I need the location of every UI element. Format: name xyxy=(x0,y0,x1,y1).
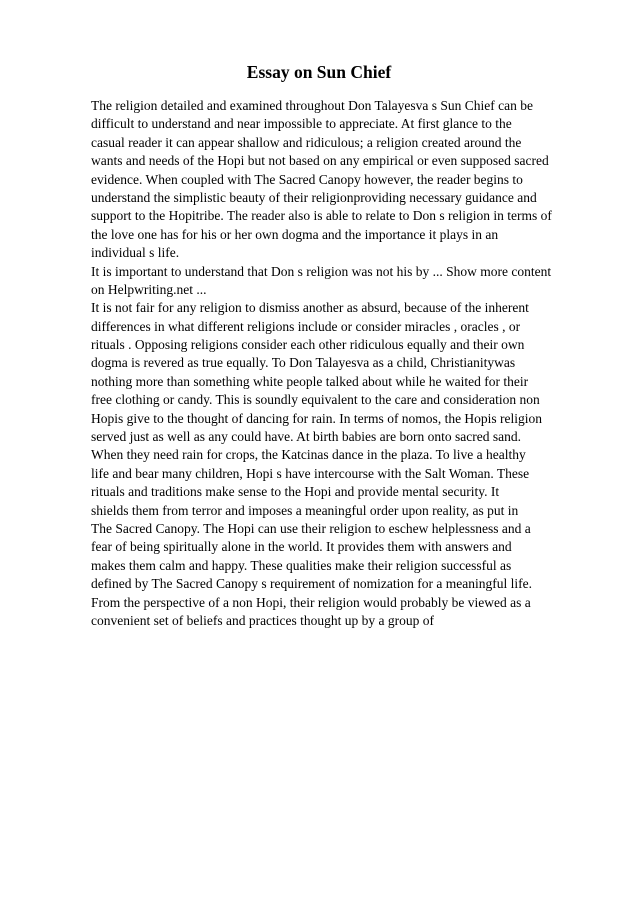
text-line: on Helpwriting.net ... xyxy=(91,281,207,297)
text-line: rituals . Opposing religions consider each other ridiculous equally and their own xyxy=(91,337,525,353)
text-line: individual s life. xyxy=(91,245,180,261)
text-line: dogma is revered as true equally. To Don Talayesva as a child, Christianitywas xyxy=(91,355,516,371)
text-line: shields them from terror and imposes a meaningful order upon reality, as put in xyxy=(91,502,519,518)
text-line: nothing more than something white people talked about while he waited for their xyxy=(91,373,529,389)
text-line: wants and needs of the Hopi but not based on any empirical or even supposed sacred xyxy=(91,153,549,169)
essay-body xyxy=(91,97,611,630)
text-line: difficult to understand and near impossible to appreciate. At first glance to the xyxy=(91,116,512,132)
text-line: The religion detailed and examined throughout Don Talayesva s Sun Chief can be xyxy=(91,98,533,113)
text-line: life and bear many children, Hopi s have intercourse with the Salt Woman. These xyxy=(91,465,530,481)
text-line: casual reader it can appear shallow and ridiculous; a religion created around the xyxy=(91,134,522,150)
text-line: understand the simplistic beauty of their religionproviding necessary guidance and xyxy=(91,189,537,205)
text-line: the love one has for his or her own dogma and the importance it plays in an xyxy=(91,226,499,242)
text-line: evidence. When coupled with The Sacred Canopy however, the reader begins to xyxy=(91,171,523,187)
text-line: From the perspective of a non Hopi, their religion would probably be viewed as a xyxy=(91,594,531,610)
text-line: It is not fair for any religion to dismiss another as absurd, because of the inherent xyxy=(91,300,529,316)
text-line: It is important to understand that Don s religion was not his by ... Show more content xyxy=(91,263,552,279)
text-line: fear of being spiritually alone in the world. It provides them with answers and xyxy=(91,539,512,555)
text-line: defined by The Sacred Canopy s requirement of nomization for a meaningful life. xyxy=(91,576,532,592)
text-line: convenient set of beliefs and practices thought up by a group of xyxy=(91,612,435,628)
text-line: rituals and traditions make sense to the Hopi and provide mental security. It xyxy=(91,484,500,500)
text-line: support to the Hopitribe. The reader also is able to relate to Don s religion in terms of xyxy=(91,208,552,224)
text-line: The Sacred Canopy. The Hopi can use their religion to eschew helplessness and a xyxy=(91,520,531,536)
page-title: Essay on Sun Chief xyxy=(246,62,392,82)
text-line: makes them calm and happy. These qualities make their religion successful as xyxy=(91,557,512,573)
text-line: free clothing or candy. This is soundly equivalent to the care and consideration non xyxy=(91,392,540,408)
text-line: served just as well as any could have. At birth babies are born onto sacred sand. xyxy=(91,429,522,445)
text-line: Hopis give to the thought of dancing for rain. In terms of nomos, the Hopis religion xyxy=(91,410,543,426)
text-line: When they need rain for crops, the Katcinas dance in the plaza. To live a healthy xyxy=(91,447,526,463)
text-line: differences in what different religions include or consider miracles , oracles , or xyxy=(91,318,521,334)
